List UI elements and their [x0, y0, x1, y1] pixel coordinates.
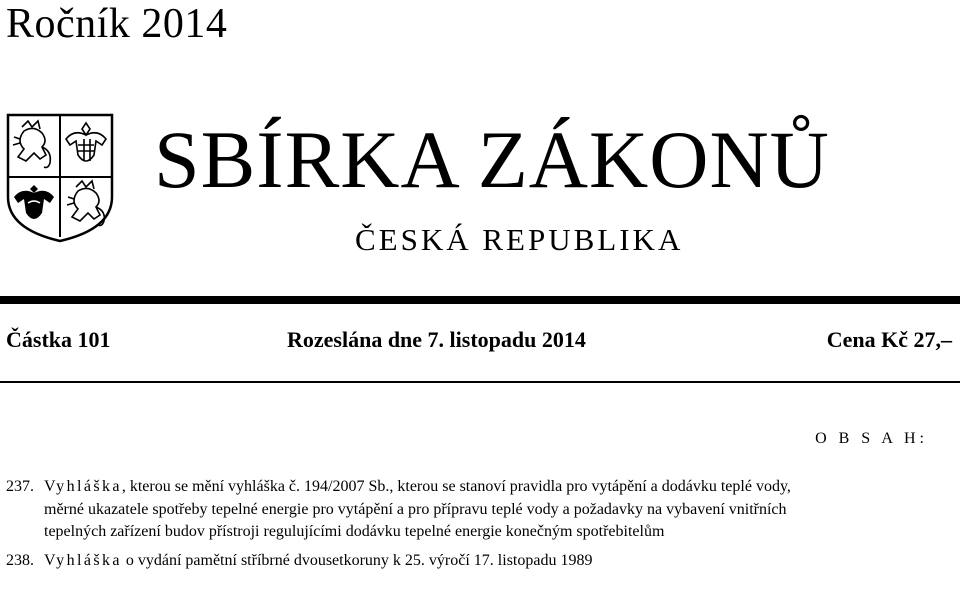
entry-text: , kterou se mění vyhláška č. 194/2007 Sb., kterou se stanoví pravidla pro vytápění a dodávku teplé vody,: [121, 478, 791, 495]
gazette-title: SBÍRKA ZÁKONŮ: [154, 114, 830, 205]
distribution-date: Rozeslána dne 7. listopadu 2014: [287, 327, 586, 352]
entry-text: o vydání pamětní stříbrné dvousetkoruny k 25. výročí 17. listopadu 1989: [121, 552, 593, 569]
contents-entry[interactable]: [6, 550, 954, 573]
header-rule: [0, 296, 960, 304]
volume-year: Ročník 2014: [6, 1, 228, 47]
czech-state-coat-of-arms-icon: [4, 111, 116, 245]
entry-number: 238.: [6, 552, 34, 569]
issue-part: Částka 101: [6, 327, 111, 352]
issue-price: Cena Kč 27,–: [826, 327, 952, 352]
entry-kind: Vyhláška: [44, 478, 122, 495]
contents-heading: O B S A H:: [815, 430, 928, 447]
issue-info: [0, 325, 960, 357]
issue-rule: [0, 381, 960, 383]
entry-number: 237.: [6, 478, 34, 495]
entry-text: měrné ukazatele spotřeby tepelné energie pro vytápění a pro přípravu teplé vody a požadavky na vybavení vnitřních: [44, 500, 787, 518]
contents-entry[interactable]: [6, 476, 954, 544]
entry-text: tepelných zařízení budov přístroji regulujícími dodávku tepelné energie konečným spotřebitelům: [44, 523, 665, 540]
entry-kind: Vyhláška: [44, 552, 122, 569]
country-subtitle: ČESKÁ REPUBLIKA: [355, 222, 684, 257]
